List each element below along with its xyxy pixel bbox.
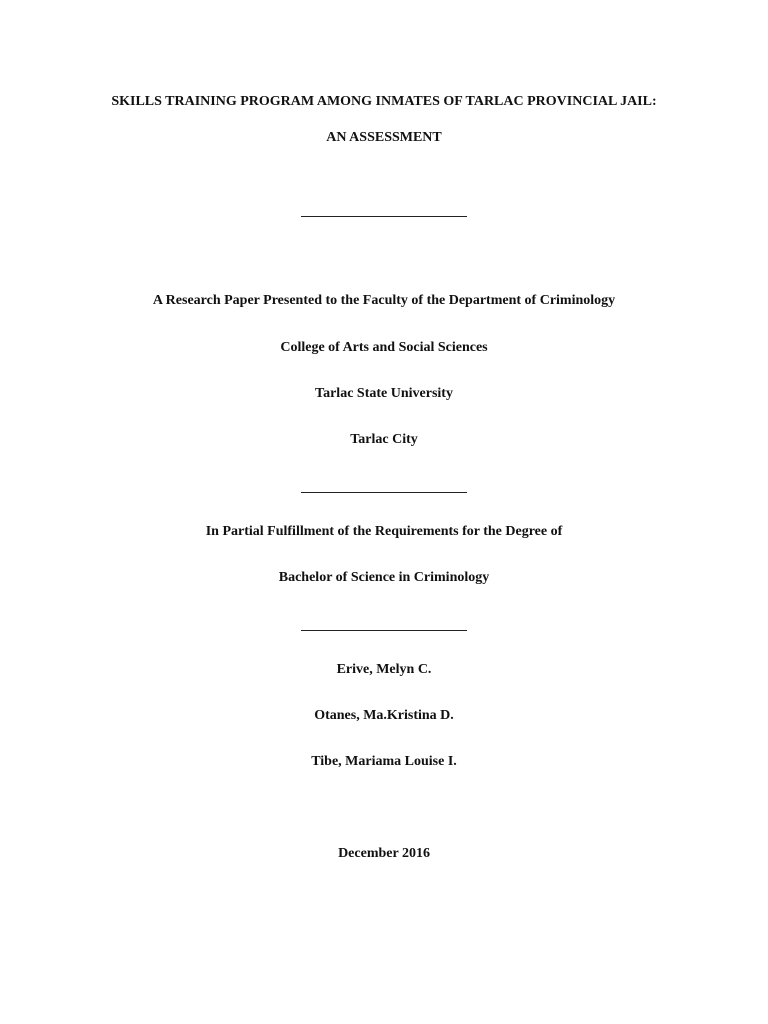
separator-rule-3 bbox=[301, 630, 467, 631]
university-name: Tarlac State University bbox=[315, 386, 453, 401]
fulfillment-line: In Partial Fulfillment of the Requirements for the Degree of bbox=[205, 524, 563, 539]
degree-name: Bachelor of Science in Criminology bbox=[278, 570, 490, 585]
presentation-line: A Research Paper Presented to the Faculty of the Department of Criminology bbox=[152, 293, 616, 308]
city-name: Tarlac City bbox=[350, 432, 418, 447]
college-name: College of Arts and Social Sciences bbox=[280, 340, 488, 355]
author-name: Otanes, Ma.Kristina D. bbox=[314, 708, 454, 723]
title-line-1: SKILLS TRAINING PROGRAM AMONG INMATES OF TARLAC PROVINCIAL JAIL: bbox=[111, 94, 657, 109]
submission-date: December 2016 bbox=[338, 846, 430, 861]
author-name: Erive, Melyn C. bbox=[336, 662, 432, 677]
author-name: Tibe, Mariama Louise I. bbox=[311, 754, 457, 769]
separator-rule-2 bbox=[301, 492, 467, 493]
title-line-2: AN ASSESSMENT bbox=[326, 130, 442, 145]
separator-rule-1 bbox=[301, 216, 467, 217]
